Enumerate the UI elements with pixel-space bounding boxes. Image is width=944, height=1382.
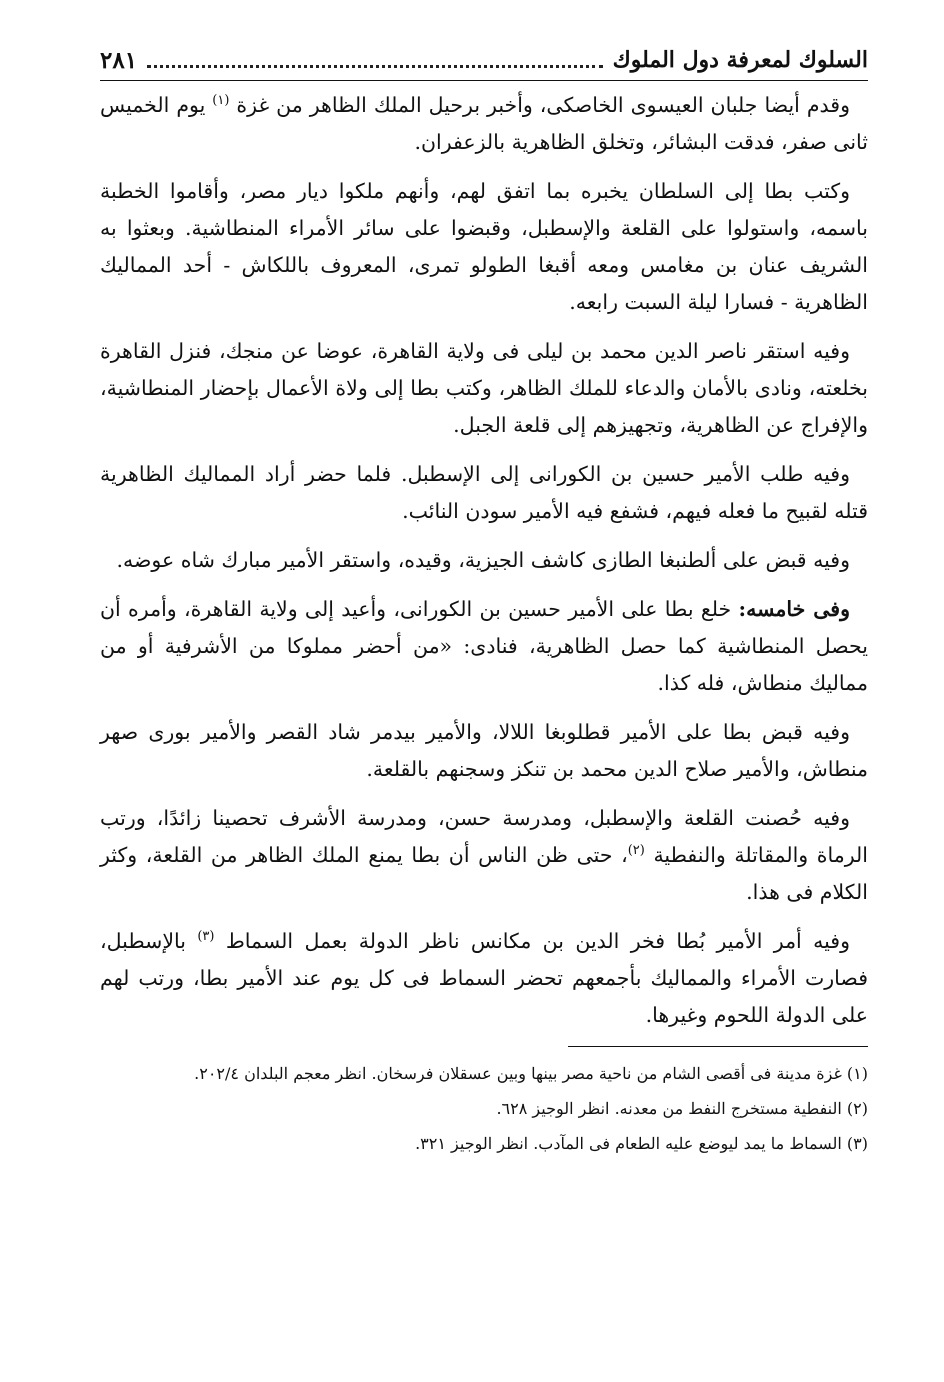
footnote: (٢) النفطية مستخرج النفط من معدنه. انظر الوجيز ٦٢٨. [496,1099,868,1118]
body-text [100,87,868,1034]
paragraph-text: وفيه استقر ناصر الدين محمد بن ليلى فى ولاية القاهرة، عوضا عن منجك، فنزل القاهرة بخلعته، ونادى بالأمان والدعاء للملك الظاهر، وكتب بطا إلى ولاة الأعمال بإحضار المنطاشية، والإفراج عن الظاهرية، وتجهيزهم إلى قلعة الجبل. [100,339,868,437]
footnote-reference: (١) [212,93,230,109]
paragraph-text: وكتب بطا إلى السلطان يخبره بما اتفق لهم، وأنهم ملكوا ديار مصر، وأقاموا الخطبة باسمه، واستولوا على القلعة والإسطبل، وقبضوا على سائر الأمراء المنطاشية. وبعثوا به الشريف عنان بن مغامس ومعه أقبغا الطولو تمرى، المعروف باللكاش - أحد المماليك الظاهرية - فسارا ليلة السبت رابعه. [100,179,868,314]
footnotes [100,1059,868,1158]
paragraph [100,87,868,161]
paragraph-lead: وفى خامسه: [738,597,850,621]
paragraph [100,800,868,911]
paragraph [100,542,868,579]
paragraph [100,591,868,702]
paragraph-text: وفيه أمر الأمير بُطا فخر الدين بن مكانس ناظر الدولة بعمل السماط [225,929,850,953]
footnote-reference: (٢) [627,843,645,859]
paragraph-text: وقدم أيضا جلبان العيسوى الخاصكى، وأخبر برحيل الملك الظاهر من غزة [236,93,850,117]
paragraph-text: وفيه حُصنت القلعة والإسطبل، ومدرسة حسن، ومدرسة الأشرف تحصينا زائدًا، ورتب الرماة والمقاتلة والنفطية [100,806,868,867]
paragraph-text: خلع بطا على الأمير حسين بن الكورانى، وأعيد إلى ولاية القاهرة، وأمره أن يحصل المنطاشية كما حصل الظاهرية، فنادى: «من أحضر مملوكا من الأشرفية أو من مماليك منطاش، فله كذا. [100,597,868,695]
paragraph-text-continued: يوم الخميس ثانى صفر، فدقت البشائر، وتخلق الظاهرية بالزعفران. [100,93,868,154]
paragraph-text-continued: بالإسطبل، فصارت الأمراء والمماليك بأجمعهم تحضر السماط فى كل يوم عند الأمير بطا، ورتب لهم على الدولة اللحوم وغيرها. [100,929,868,1027]
paragraph [100,456,868,530]
leader-dots [147,53,603,68]
paragraph [100,923,868,1034]
book-title: السلوك لمعرفة دول الملوك [612,47,868,73]
footnote-divider [568,1046,868,1047]
paragraph-text: وفيه طلب الأمير حسين بن الكورانى إلى الإسطبل. فلما حضر أراد المماليك الظاهرية قتله لقبيح ما فعله فيهم، فشفع فيه الأمير سودن النائب. [100,462,868,523]
footnote-reference: (٣) [197,929,215,945]
footnote: (٣) السماط ما يمد ليوضع عليه الطعام فى المآدب. انظر الوجيز ٣٢١. [415,1134,868,1153]
paragraph-text: وفيه قبض على ألطنبغا الطازى كاشف الجيزية، وقيده، واستقر الأمير مبارك شاه عوضه. [116,548,850,572]
page-number: ٢٨١ [100,46,138,74]
paragraph-text-continued: ، حتى ظن الناس أن بطا يمنع الملك الظاهر من القلعة، وكثر الكلام فى هذا. [100,843,868,904]
paragraph [100,714,868,788]
footnote: (١) غزة مدينة فى أقصى الشام من ناحية مصر بينها وبين عسقلان فرسخان. انظر معجم البلدان ٢٠٢/٤. [194,1064,868,1083]
paragraph [100,333,868,444]
paragraph [100,173,868,321]
running-head [100,40,868,81]
paragraph-text: وفيه قبض بطا على الأمير قطلوبغا اللالا، والأمير بيدمر شاد القصر والأمير بورى صهر منطاش، والأمير صلاح الدين محمد بن تنكز وسجنهم بالقلعة. [100,720,868,781]
book-page [100,40,868,1350]
